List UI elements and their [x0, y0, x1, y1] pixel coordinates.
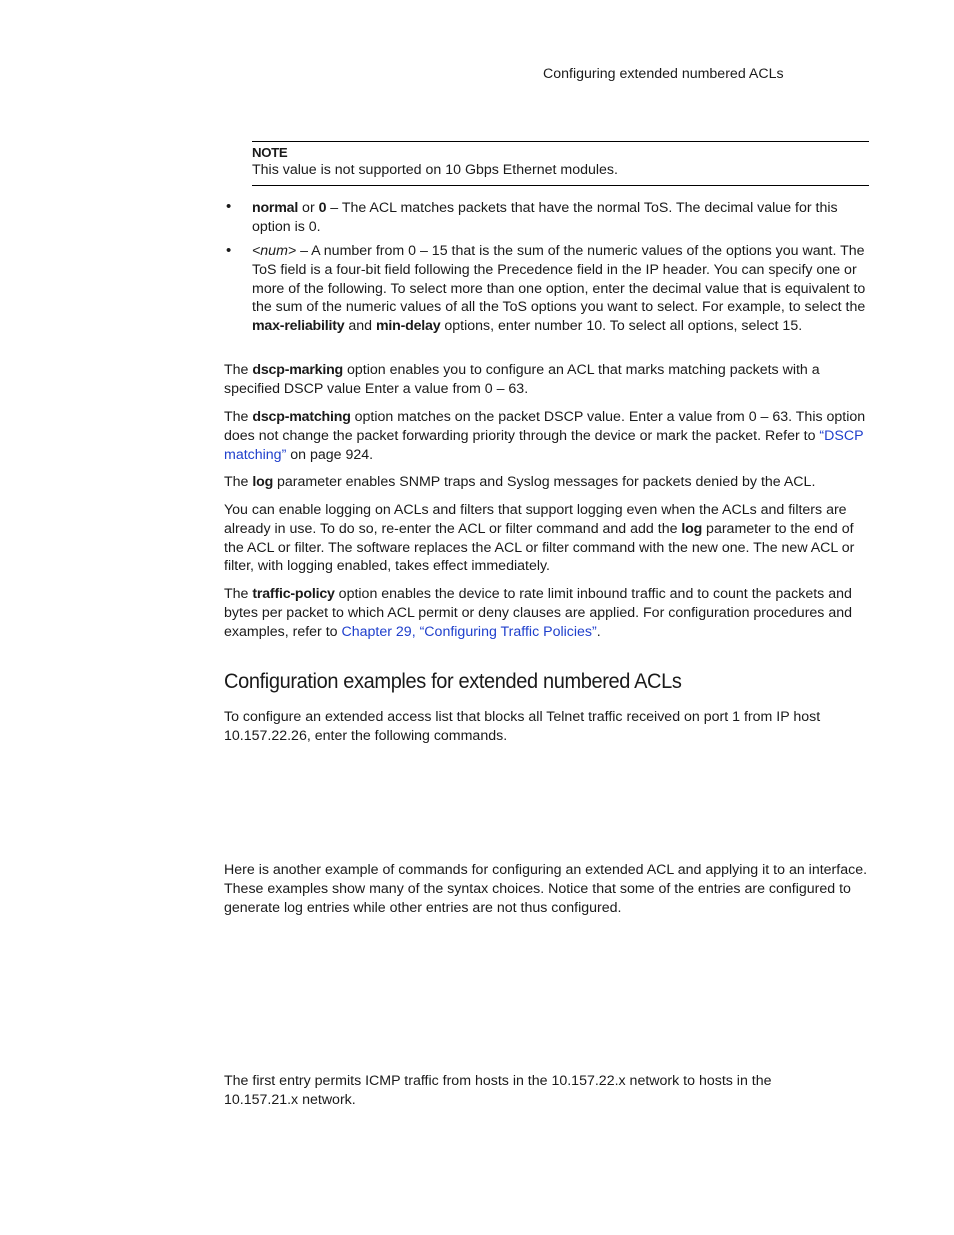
bullet-num: <num> – A number from 0 – 15 that is the sum of the numeric values of the options you want. The ToS field is a four-bit field following the Precedence field in the IP header. You can specify one or more of the following. To select more than one option, enter the decimal value that is equivalent to the sum of the numeric values of all the ToS options you want to select. For example, to select the max-reliability and min-delay options, enter number 10. To select all options, select 15. — [252, 243, 866, 335]
note-label: NOTE — [252, 145, 288, 160]
keyword-max-reliability: max-reliability — [252, 318, 345, 335]
paragraph-traffic-policy: The traffic-policy option enables the device to rate limit inbound traffic and to count the packets and bytes per packet to which ACL permit or deny clauses are applied. For configuration procedures and examples, refer to Chapter 29, “Configuring Traffic Policies”. — [224, 586, 853, 640]
link-chapter-29[interactable]: Chapter 29, “Configuring Traffic Policies” — [341, 623, 597, 640]
note-top-rule — [252, 141, 869, 142]
paragraph-logging: You can enable logging on ACLs and filters that support logging even when the ACLs and filters are already in use. To do so, re-enter the ACL or filter command and add the log parameter to the end of the ACL or filter. The software replaces the ACL or filter command with the new one. The new ACL or filter, with logging enabled, takes effect immediately. — [224, 502, 855, 575]
keyword-zero: 0 — [318, 200, 327, 216]
keyword-normal: normal — [252, 200, 299, 216]
bullet-marker: • — [226, 198, 232, 215]
keyword-traffic-policy: traffic-policy — [252, 586, 335, 602]
note-bottom-rule — [252, 185, 869, 186]
keyword-dscp-marking: dscp-marking — [252, 362, 344, 378]
note-text: This value is not supported on 10 Gbps Ethernet modules. — [252, 162, 618, 178]
running-header: Configuring extended numbered ACLs — [543, 66, 784, 82]
keyword-num: <num> — [252, 243, 297, 259]
paragraph-log: The log parameter enables SNMP traps and Syslog messages for packets denied by the ACL. — [224, 474, 816, 490]
link-dscp-matching[interactable]: “DSCP matching” — [224, 427, 864, 463]
paragraph-dscp-matching: The dscp-matching option matches on the packet DSCP value. Enter a value from 0 – 63. This option does not change the packet forwarding priority through the device or mark the packet. Refer to “DSCP matching” on page 924. — [224, 409, 866, 463]
keyword-dscp-matching: dscp-matching — [252, 409, 351, 425]
paragraph-dscp-marking: The dscp-marking option enables you to configure an ACL that marks matching packets with a specified DSCP value Enter a value from 0 – 63. — [224, 362, 820, 397]
paragraph-first-entry: The first entry permits ICMP traffic from hosts in the 10.157.22.x network to hosts in the 10.157.21.x network. — [224, 1073, 772, 1108]
bullet-marker: • — [226, 242, 232, 259]
keyword-log: log — [681, 520, 703, 537]
paragraph-intro: To configure an extended access list that blocks all Telnet traffic received on port 1 from IP host 10.157.22.26, enter the following commands. — [224, 709, 821, 744]
paragraph-another-example: Here is another example of commands for configuring an extended ACL and applying it to an interface. These examples show many of the syntax choices. Notice that some of the entries are configured to generate log entries while other entries are not thus configured. — [224, 862, 868, 916]
keyword-min-delay: min-delay — [375, 318, 441, 335]
keyword-log: log — [252, 474, 274, 490]
bullet-normal: normal or 0 – The ACL matches packets that have the normal ToS. The decimal value for this option is 0. — [252, 200, 838, 235]
section-heading: Configuration examples for extended numbered ACLs — [224, 669, 682, 693]
